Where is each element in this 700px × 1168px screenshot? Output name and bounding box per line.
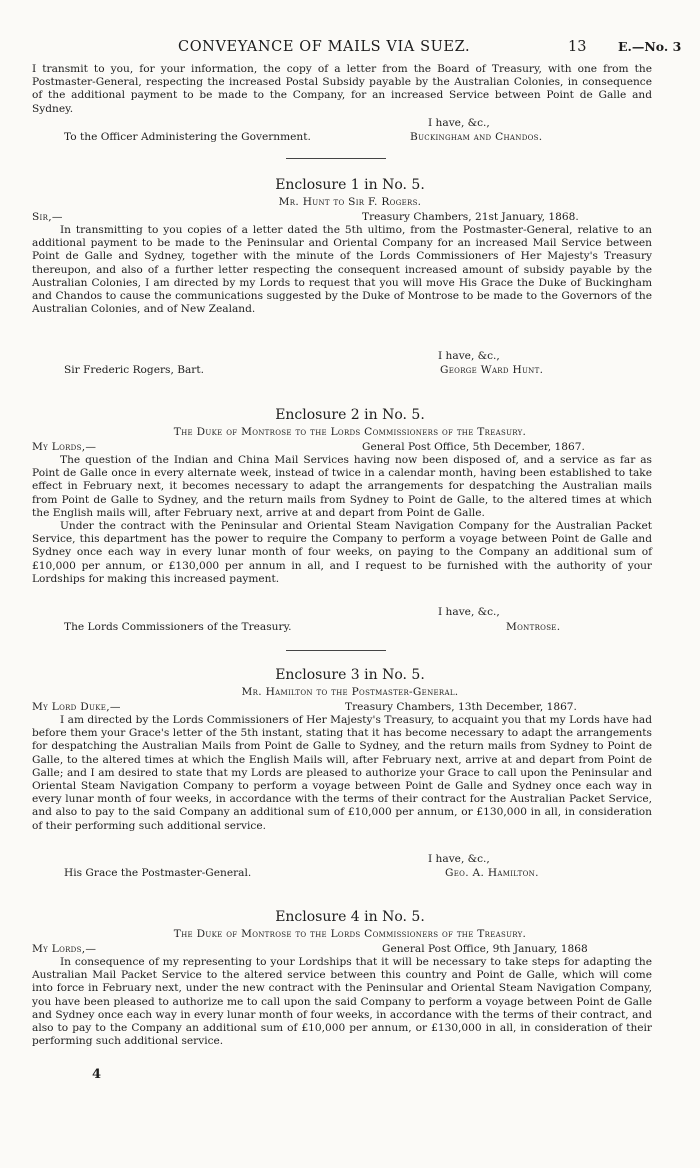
enclosure-1-salutation: Sir,—	[32, 211, 63, 223]
intro-addressee: To the Officer Administering the Government.	[64, 131, 311, 143]
section-divider	[286, 650, 386, 651]
enclosure-2-closing: I have, &c.,	[438, 606, 500, 618]
page-number: 13	[568, 39, 587, 55]
enclosure-1-subheading: Mr. Hunt to Sir F. Rogers.	[278, 196, 422, 208]
enclosure-3-place-date: Treasury Chambers, 13th December, 1867.	[345, 701, 577, 713]
enclosure-3-heading: Enclosure 3 in No. 5.	[275, 667, 425, 683]
enclosure-4-heading: Enclosure 4 in No. 5.	[275, 909, 425, 925]
enclosure-3-addressee: His Grace the Postmaster-General.	[64, 867, 252, 879]
intro-closing: I have, &c.,	[428, 117, 490, 129]
enclosure-3-subheading: Mr. Hamilton to the Postmaster-General.	[241, 686, 459, 698]
enclosure-4-paragraph: In consequence of my representing to your Lordships that it will be necessary to take steps for adapting the Australian Mail Packet Service to the altered service between this country and Point de Galle, which will come into force in February next, under the new contract with the Peninsular and Oriental Steam Navigation Company, you have been pleased to authorize me to call upon the said Company to perform a voyage between Point de Galle and Sydney once each way in every lunar month of four weeks, in accordance with the terms of their contract, and also to pay to the Company an additional sum of £10,000 per annum, or £130,000 in all, in consideration of their performing such additional service.	[32, 956, 652, 1048]
enclosure-2-salutation: My Lords,—	[32, 441, 97, 453]
enclosure-1-place-date: Treasury Chambers, 21st January, 1868.	[362, 211, 579, 223]
enclosure-3-signature: Geo. A. Hamilton.	[445, 867, 539, 879]
enclosure-3-salutation: My Lord Duke,—	[32, 701, 121, 713]
enclosure-2-place-date: General Post Office, 5th December, 1867.	[362, 441, 585, 453]
enclosure-4-body	[32, 956, 652, 1048]
enclosure-2-subheading: The Duke of Montrose to the Lords Commissioners of the Treasury.	[173, 426, 527, 438]
enclosure-1-signature: George Ward Hunt.	[440, 364, 544, 376]
enclosure-2-heading: Enclosure 2 in No. 5.	[275, 407, 425, 423]
enclosure-2-body	[32, 454, 652, 586]
enclosure-2-paragraph-1: The question of the Indian and China Mail Services having now been disposed of, and a service as far as Point de Galle once in every alternate week, instead of twice in a calendar month, having been established to take effect in February next, it becomes necessary to adapt the arrangements for despatching the Australian mails from Point de Galle to Sydney, and the return mails from Sydney to Point de Galle, to the altered times at which the English mails will, after February next, arrive at and depart from Point de Galle.	[32, 454, 652, 519]
intro-paragraph	[32, 63, 652, 116]
intro-signature: Buckingham and Chandos.	[410, 131, 543, 143]
intro-text: I transmit to you, for your information, the copy of a letter from the Board of Treasury, with one from the Postmaster-General, respecting the increased Postal Subsidy payable by the Australian Colonies, in consequence of the additional payment to be made to the Company, for an increased Service between Point de Galle and Sydney.	[32, 63, 652, 115]
enclosure-1-body	[32, 224, 652, 316]
page-running-title: CONVEYANCE OF MAILS VIA SUEZ.	[178, 39, 471, 55]
enclosure-1-closing: I have, &c.,	[438, 350, 500, 362]
enclosure-3-closing: I have, &c.,	[428, 853, 490, 865]
enclosure-2-signature: Montrose.	[506, 621, 561, 633]
enclosure-4-subheading: The Duke of Montrose to the Lords Commissioners of the Treasury.	[173, 928, 527, 940]
enclosure-1-paragraph: In transmitting to you copies of a letter dated the 5th ultimo, from the Postmaster-General, relative to an additional payment to be made to the Peninsular and Oriental Company for an increased Mail Service between Point de Galle and Sydney, together with the minute of the Lords Commissioners of Her Majesty's Treasury thereupon, and also of a further letter respecting the consequent increased amount of subsidy payable by the Australian Colonies, I am directed by my Lords to request that you will move His Grace the Duke of Buckingham and Chandos to cause the communications suggested by the Duke of Montrose to be made to the Governors of the Australian Colonies, and of New Zealand.	[32, 224, 652, 316]
section-divider	[286, 158, 386, 159]
enclosure-3-body	[32, 714, 652, 833]
enclosure-4-salutation: My Lords,—	[32, 943, 97, 955]
enclosure-2-addressee: The Lords Commissioners of the Treasury.	[64, 621, 292, 633]
printer-signature-mark: 4	[92, 1067, 102, 1082]
enclosure-4-place-date: General Post Office, 9th January, 1868	[382, 943, 588, 955]
document-reference: E.—No. 3	[618, 39, 682, 54]
enclosure-1-heading: Enclosure 1 in No. 5.	[275, 177, 425, 193]
enclosure-1-addressee: Sir Frederic Rogers, Bart.	[64, 364, 204, 376]
enclosure-2-paragraph-2: Under the contract with the Peninsular and Oriental Steam Navigation Company for the Australian Packet Service, this department has the power to require the Company to perform a voyage between Point de Galle and Sydney once each way in every lunar month of four weeks, on paying to the Company an additional sum of £10,000 per annum, or £130,000 per annum in all, and I request to be furnished with the authority of your Lordships for making this increased payment.	[32, 520, 652, 585]
enclosure-3-paragraph: I am directed by the Lords Commissioners of Her Majesty's Treasury, to acquaint you that my Lords have had before them your Grace's letter of the 5th instant, stating that it has become necessary to adapt the arrangements for despatching the Australian Mails from Point de Galle to Sydney, and the return mails from Sydney to Point de Galle, to the altered times at which the English Mails will, after February next, arrive at and depart from Point de Galle; and I am desired to state that my Lords are pleased to authorize your Grace to call upon the Peninsular and Oriental Steam Navigation Company to perform a voyage between Point de Galle and Sydney once each way in every lunar month of four weeks, in accordance with the terms of their contract for the Australian Packet Service, and also to pay to the said Company an additional sum of £10,000 per annum, or £130,000 in all, in consideration of their performing such additional service.	[32, 714, 652, 832]
